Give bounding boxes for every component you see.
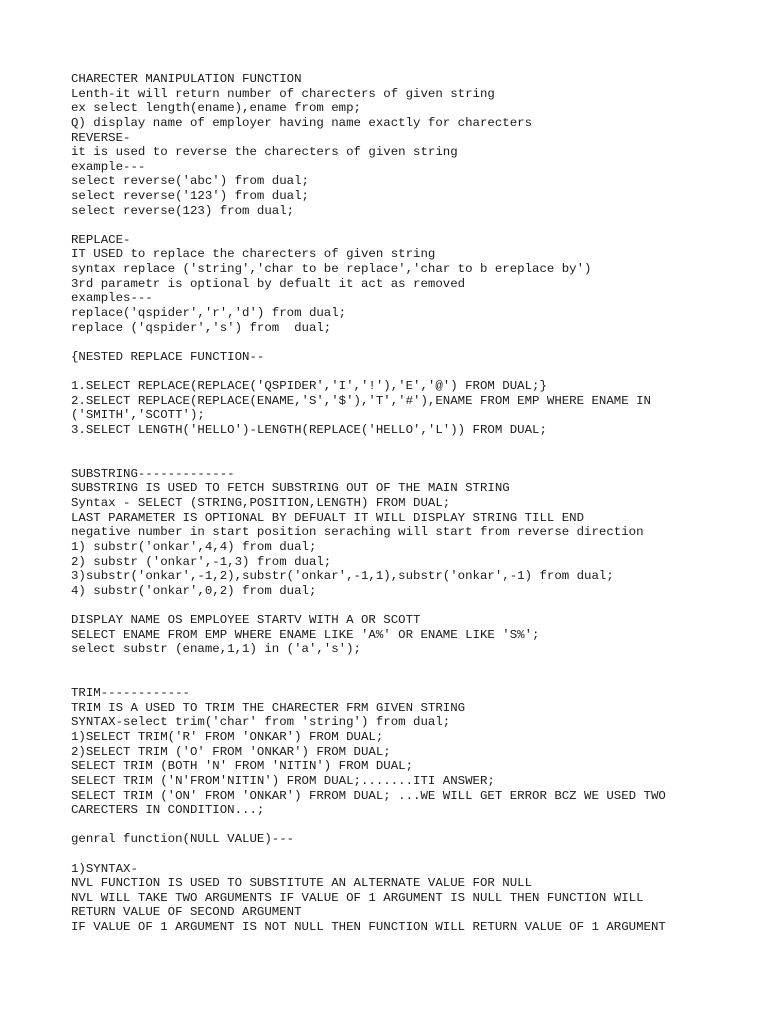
document-line	[71, 657, 711, 672]
document-line: REVERSE-	[71, 130, 131, 145]
document-body	[71, 72, 711, 935]
document-line: example---	[71, 159, 146, 174]
document-line: NVL FUNCTION IS USED TO SUBSTITUTE AN ALTERNATE VALUE FOR NULL	[71, 876, 533, 891]
document-line: SELECT TRIM ('N'FROM'NITIN') FROM DUAL;.......ITI ANSWER;	[71, 773, 495, 788]
document-line: IF VALUE OF 1 ARGUMENT IS NOT NULL THEN FUNCTION WILL RETURN VALUE OF 1 ARGUMENT	[71, 920, 666, 935]
document-line: IT USED to replace the charecters of given string	[71, 247, 436, 262]
document-line: TRIM IS A USED TO TRIM THE CHARECTER FRM GIVEN STRING	[71, 700, 466, 715]
document-line: select reverse('123') from dual;	[71, 189, 309, 203]
document-line: TRIM------------	[71, 686, 190, 701]
document-line: ('SMITH','SCOTT');	[71, 408, 205, 423]
document-line	[71, 452, 711, 467]
document-line: 3rd parametr is optional by defualt it act as removed	[71, 276, 466, 291]
document-line: SUBSTRING-------------	[71, 466, 235, 481]
document-line: 2) substr ('onkar',-1,3) from dual;	[71, 554, 332, 569]
document-line: it is used to reverse the charecters of given string	[71, 145, 458, 160]
document-line: REPLACE-	[71, 232, 131, 247]
document-line: 3)substr('onkar',-1,2),substr('onkar',-1,1),substr('onkar',-1) from dual;	[71, 569, 614, 584]
document-line: CARECTERS IN CONDITION...;	[71, 803, 265, 818]
document-line: RETURN VALUE OF SECOND ARGUMENT	[71, 905, 302, 920]
document-line: SELECT TRIM (BOTH 'N' FROM 'NITIN') FROM DUAL;	[71, 759, 414, 774]
document-line	[71, 598, 711, 613]
document-line	[71, 335, 711, 350]
document-line: 1)SELECT TRIM('R' FROM 'ONKAR') FROM DUAL;	[71, 730, 384, 744]
document-line: select reverse(123) from dual;	[71, 203, 295, 218]
document-line	[71, 818, 711, 833]
document-line: SELECT ENAME FROM EMP WHERE ENAME LIKE 'A%' OR ENAME LIKE 'S%';	[71, 627, 540, 642]
document-line: replace ('qspider','s') from dual;	[71, 320, 332, 335]
document-line: genral function(NULL VALUE)---	[71, 832, 295, 847]
document-line: select reverse('abc') from dual;	[71, 174, 309, 189]
document-line: Lenth-it will return number of charecters of given string	[71, 86, 495, 101]
document-line: LAST PARAMETER IS OPTIONAL BY DEFUALT IT WILL DISPLAY STRING TILL END	[71, 510, 585, 525]
document-line	[71, 218, 711, 233]
document-line	[71, 847, 711, 862]
document-line: DISPLAY NAME OS EMPLOYEE STARTV WITH A OR SCOTT	[71, 613, 421, 628]
document-line: examples---	[71, 291, 153, 306]
document-line: SELECT TRIM ('ON' FROM 'ONKAR') FRROM DUAL; ...WE WILL GET ERROR BCZ WE USED TWO	[71, 788, 666, 803]
document-line	[71, 364, 711, 379]
document-line: Q) display name of employer having name exactly for charecters	[71, 115, 533, 130]
document-line: 1) substr('onkar',4,4) from dual;	[71, 539, 317, 554]
document-line: syntax replace ('string','char to be replace','char to b ereplace by')	[71, 262, 592, 277]
document-line: SYNTAX-select trim('char' from 'string') from dual;	[71, 715, 451, 730]
document-line: NVL WILL TAKE TWO ARGUMENTS IF VALUE OF 1 ARGUMENT IS NULL THEN FUNCTION WILL	[71, 890, 644, 905]
document-line: ex select length(ename),ename from emp;	[71, 101, 361, 116]
document-line: {NESTED REPLACE FUNCTION--	[71, 349, 265, 364]
document-line: replace('qspider','r','d') from dual;	[71, 305, 347, 320]
document-line: negative number in start position seraching will start from reverse direction	[71, 525, 644, 540]
document-line: 4) substr('onkar',0,2) from dual;	[71, 583, 317, 598]
document-line: 1)SYNTAX-	[71, 861, 138, 876]
document-line: SUBSTRING IS USED TO FETCH SUBSTRING OUT OF THE MAIN STRING	[71, 481, 510, 496]
document-line	[71, 438, 711, 453]
document-line: 2)SELECT TRIM ('O' FROM 'ONKAR') FROM DUAL;	[71, 744, 391, 759]
document-line: select substr (ename,1,1) in ('a','s');	[71, 642, 361, 657]
document-line: 2.SELECT REPLACE(REPLACE(ENAME,'S','$'),'T','#'),ENAME FROM EMP WHERE ENAME IN	[71, 393, 651, 408]
document-line: 3.SELECT LENGTH('HELLO')-LENGTH(REPLACE('HELLO','L')) FROM DUAL;	[71, 422, 547, 437]
document-line: CHARECTER MANIPULATION FUNCTION	[71, 72, 302, 86]
document-line	[71, 672, 711, 687]
document-line: 1.SELECT REPLACE(REPLACE('QSPIDER','I','!'),'E','@') FROM DUAL;}	[71, 379, 547, 394]
document-line: Syntax - SELECT (STRING,POSITION,LENGTH) FROM DUAL;	[71, 496, 451, 511]
